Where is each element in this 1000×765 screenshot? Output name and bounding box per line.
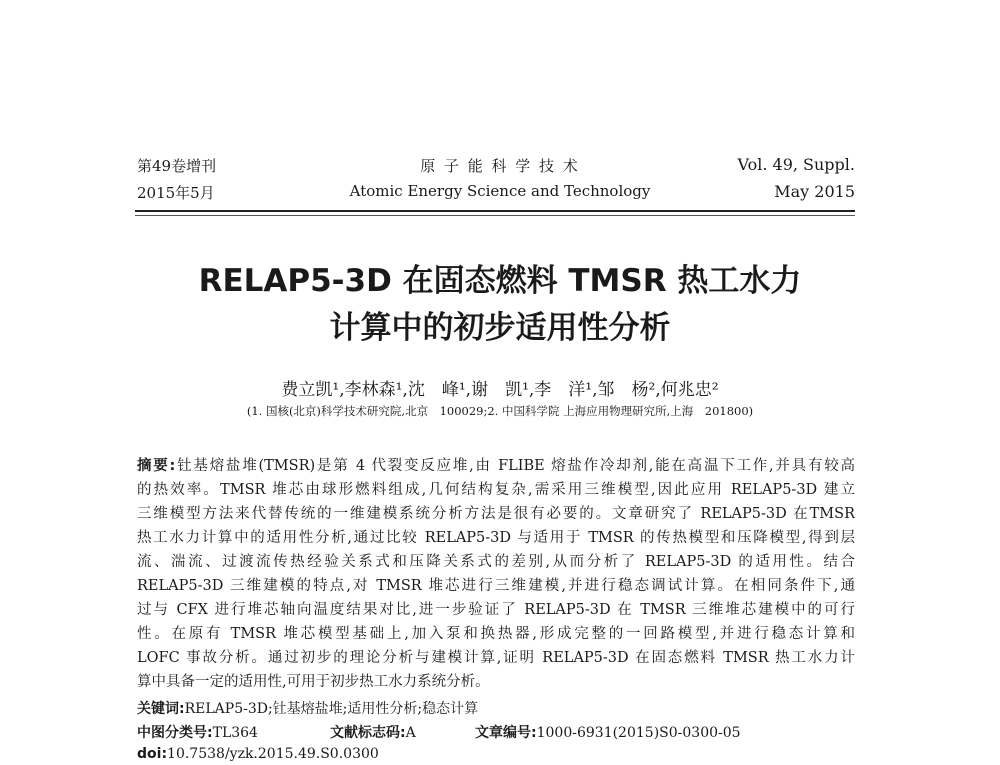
affiliations: (1. 国核(北京)科学技术研究院,北京 100029;2. 中国科学院 上海应用物理研究所,上海 201800) [246,404,754,418]
volume-en: Vol. 49, Suppl. [737,155,855,174]
authors: 费立凯¹,李林森¹,沈 峰¹,谢 凯¹,李 洋¹,邹 杨²,何兆忠² [281,380,719,400]
abstract-line: 性。在原有 TMSR 堆芯模型基础上,加入泵和换热器,形成完整的一回路模型,并进行稳态计算和 [137,626,855,642]
keywords-label: 关键词: [137,701,185,717]
doi [137,746,379,762]
classification [137,722,258,742]
title-line-1: RELAP5-3D 在固态燃料 TMSR 热工水力 [198,263,802,299]
journal-cn: 原 子 能 科 学 技 术 [420,157,580,175]
journal-en: Atomic Energy Science and Technology [349,182,651,200]
abstract-label: 摘要: [137,458,176,474]
header-rule-thin [135,215,855,216]
classification-value: TL364 [212,725,258,741]
date-cn: 2015年5月 [137,184,215,202]
header-rule [135,210,855,212]
abstract [137,454,855,694]
classification-label: 中图分类号: [137,725,213,741]
doi-label: doi: [137,746,168,762]
article-number-label: 文章编号: [475,725,537,741]
abstract-line: LOFC 事故分析。通过初步的理论分析与建模计算,证明 RELAP5-3D 在固态燃料 TMSR 热工水力计 [137,650,855,666]
keywords [137,698,478,718]
date-en: May 2015 [774,182,855,201]
abstract-line: RELAP5-3D 三维建模的特点,对 TMSR 堆芯进行三维建模,并进行稳态调试计算。在相同条件下,通 [137,578,855,594]
abstract-line: 三维模型方法来代替传统的一维建模系统分析方法是很有必要的。文章研究了 RELAP5-3D 在TMSR [137,506,855,522]
doi-value: 10.7538/yzk.2015.49.S0.0300 [167,746,379,762]
abstract-line: 流、湍流、过渡流传热经验关系式和压降关系式的差别,从而分析了 RELAP5-3D 的适用性。结合 [137,554,855,570]
keywords-value: RELAP5-3D;钍基熔盐堆;适用性分析;稳态计算 [184,701,479,717]
volume-cn: 第49卷增刊 [137,157,217,175]
article-number-value: 1000-6931(2015)S0-0300-05 [536,725,741,741]
doc-code-label: 文献标志码: [330,725,406,741]
abstract-line: 算中具备一定的适用性,可用于初步热工水力系统分析。 [137,674,490,690]
article-number [475,722,741,742]
abstract-line: 热工水力计算中的适用性分析,通过比较 RELAP5-3D 与适用于 TMSR 的传热模型和压降模型,得到层 [137,530,855,546]
title-line-2: 计算中的初步适用性分析 [329,310,671,346]
doc-code-value: A [405,725,416,741]
abstract-line: 的热效率。TMSR 堆芯由球形燃料组成,几何结构复杂,需采用三维模型,因此应用 RELAP5-3D 建立 [137,482,855,498]
abstract-line: 钍基熔盐堆(TMSR)是第 4 代裂变反应堆,由 FLIBE 熔盐作冷却剂,能在高温下工作,并具有较高 [175,458,855,474]
abstract-line: 过与 CFX 进行堆芯轴向温度结果对比,进一步验证了 RELAP5-3D 在 TMSR 三维堆芯建模中的可行 [137,602,855,618]
doc-code [330,722,416,742]
